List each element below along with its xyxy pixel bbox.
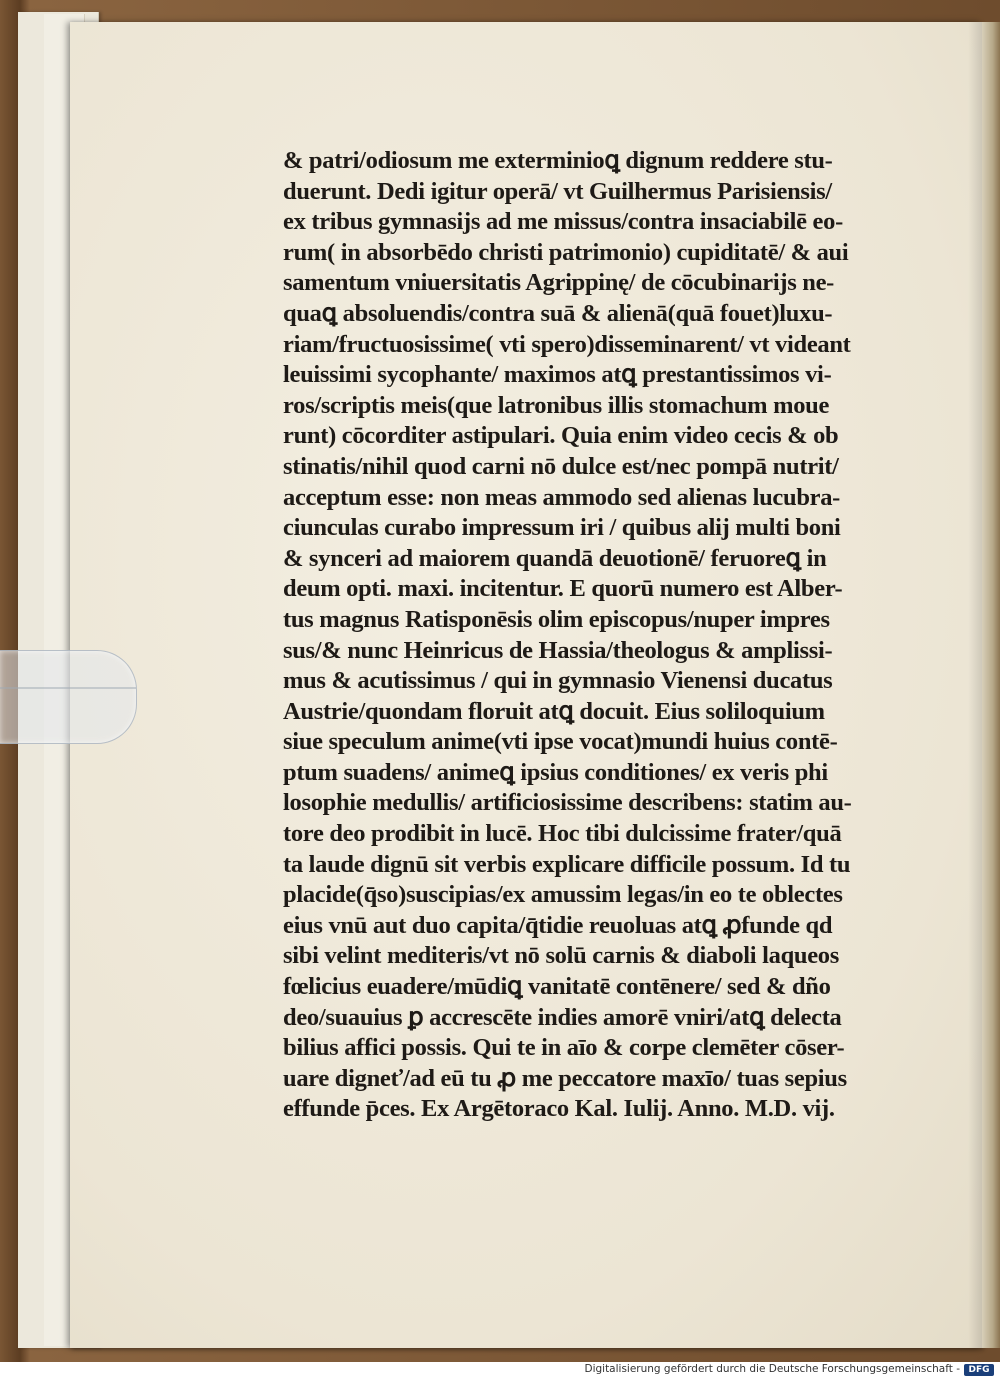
text-line: deum opti. maxi. incitentur. E quorū numero est Alber-	[283, 575, 843, 603]
text-line: fœlicius euadere/mūdiꝗ vanitatē contēnere/ sed & dño	[283, 973, 831, 1001]
text-line: quaꝗ absoluendis/contra suā & alienā(quā fouet)luxu-	[283, 299, 833, 327]
text-line: stinatis/nihil quod carni nō dulce est/nec pompā nutrit/	[283, 452, 839, 480]
text-line: ex tribus gymnasijs ad me missus/contra insaciabilē eo-	[283, 208, 843, 236]
text-line: ciunculas curabo impressum iri / quibus alij multi boni	[283, 514, 841, 542]
text-line: uare digneť/ad eū tu ꝓ me peccatore maxīo/ tuas sepius	[283, 1064, 847, 1092]
text-line: & synceri ad maiorem quandā deuotionē/ feruoreꝗ in	[283, 544, 827, 572]
text-line: mus & acutissimus / qui in gymnasio Vienensi ducatus	[283, 667, 833, 695]
footer-bar	[0, 1362, 1000, 1379]
text-line: deo/suauius ꝑ accrescēte indies amorē vniri/atꝗ delecta	[283, 1003, 842, 1031]
text-line: ta laude dignū sit verbis explicare difficile possum. Id tu	[283, 850, 851, 878]
text-line: duerunt. Dedi igitur operā/ vt Guilhermus Parisiensis/	[283, 177, 832, 205]
text-line: ros/scriptis meis(que latronibus illis stomachum moue	[283, 391, 830, 419]
footer-credit: Digitalisierung gefördert durch die Deutsche Forschungsgemeinschaft -	[584, 1363, 960, 1375]
page-edge-shadow	[968, 22, 982, 1348]
text-line: runt) cōcorditer astipulari. Quia enim video cecis & ob	[283, 422, 839, 450]
text-line: effunde p̄ces. Ex Argētoraco Kal. Iulij. Anno. M.D. vij.	[283, 1095, 835, 1123]
text-line: tus magnus Ratisponēsis olim episcopus/nuper impres	[283, 605, 830, 633]
dfg-logo-icon[interactable]: DFG	[964, 1364, 994, 1376]
text-line: bilius affici possis. Qui te in aīo & corpe clemēter cōser-	[283, 1034, 845, 1062]
page-clip	[0, 650, 137, 744]
text-line: & patri/odiosum me exterminioꝗ dignum reddere stu-	[283, 147, 833, 174]
text-line: leuissimi sycophante/ maximos atꝗ prestantissimos vi-	[283, 361, 832, 389]
text-line: acceptum esse: non meas ammodo sed alienas lucubra-	[283, 483, 841, 511]
text-line: siue speculum anime(vti ipse vocat)mundi huius contē-	[283, 728, 838, 756]
text-line: rum( in absorbēdo christi patrimonio) cupiditatē/ & aui	[283, 238, 849, 266]
text-line: placide(q̄so)suscipias/ex amussim legas/in eo te oblectes	[283, 881, 843, 909]
text-line: ptum suadens/ animeꝗ ipsius conditiones/ ex veris phi	[283, 758, 828, 786]
text-line: sibi velint mediteris/vt nō solū carnis & diaboli laqueos	[283, 942, 839, 970]
text-line: riam/fructuosissime( vti spero)disseminarent/ vt videant	[283, 330, 851, 358]
text-line: Austrie/quondam floruit atꝗ docuit. Eius soliloquium	[283, 697, 825, 725]
text-line: losophie medullis/ artificiosissime describens: statim au-	[283, 789, 852, 817]
text-line: sus/& nunc Heinricus de Hassia/theologus & amplissi-	[283, 636, 833, 664]
book-spine	[982, 22, 1000, 1348]
text-block	[283, 146, 903, 1125]
text-line: eius vnū aut duo capita/q̄tidie reuoluas atꝗ ꝓfunde qd	[283, 911, 833, 939]
text-line: tore deo prodibit in lucē. Hoc tibi dulcissime frater/quā	[283, 820, 842, 848]
text-line: samentum vniuersitatis Agrippinę/ de cōcubinarijs ne-	[283, 269, 835, 297]
